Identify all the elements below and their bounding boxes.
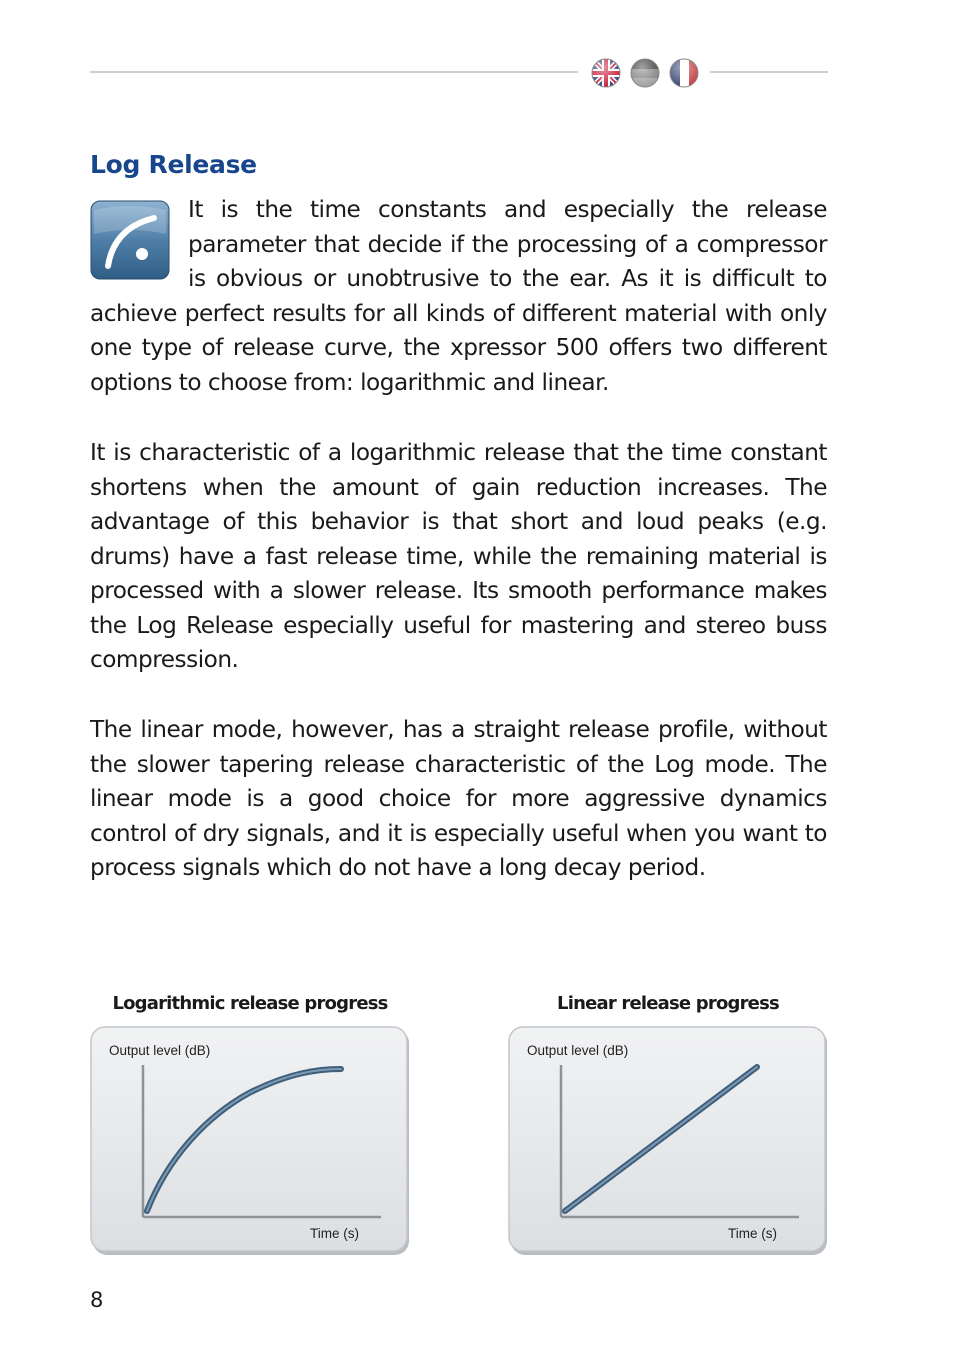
paragraph-logarithmic: It is characteristic of a logarithmic release that the time constant shortens when the amount of gain reduction increases. The advantage of this behavior is that short and loud peaks (e.g. drums) have a fast release time, while the remaining material is processed with a slower release. Its smooth performance makes the Log Release especially useful for mastering and stereo buss compression. xyxy=(90,439,827,673)
linear-chart-title: Linear release progress xyxy=(557,993,779,1014)
log-chart-title: Logarithmic release progress xyxy=(112,993,388,1014)
header-rule-right xyxy=(710,71,828,73)
x-axis-label: Time (s) xyxy=(728,1226,777,1241)
y-axis-label: Output level (dB) xyxy=(527,1043,629,1058)
language-flags xyxy=(590,57,702,89)
log-release-chart xyxy=(89,1025,411,1257)
linear-release-chart xyxy=(507,1025,829,1257)
y-axis-label: Output level (dB) xyxy=(109,1043,211,1058)
header-rule-left xyxy=(90,71,578,73)
page-number: 8 xyxy=(90,1288,104,1312)
paragraph-linear: The linear mode, however, has a straight release profile, without the slower tapering release characteristic of the Log mode. The linear mode is a good choice for more aggressive dynamics control of dry signals, and it is especially useful when you want to process signals which do not have a long decay period. xyxy=(90,716,827,881)
paragraph-intro: It is the time constants and especially the release parameter that decide if the processing of a compressor is obvious or unobtrusive to the ear. As it is difficult to achieve perfect results for all kinds of different material with only one type of release curve, the xpressor 500 offers two different options to choose from: logarithmic and linear. xyxy=(90,196,827,396)
section-title: Log Release xyxy=(90,150,257,179)
x-axis-label: Time (s) xyxy=(310,1226,359,1241)
